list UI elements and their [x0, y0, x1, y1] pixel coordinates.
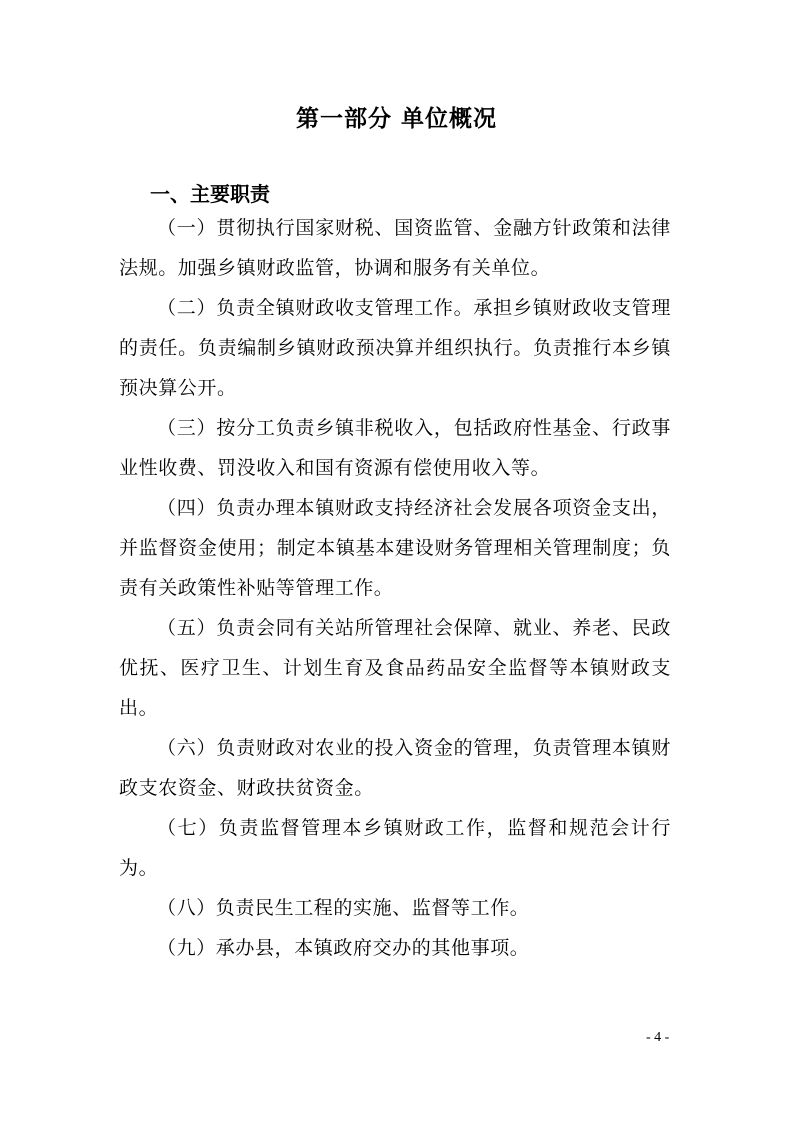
paragraph-8: （八）负责民生工程的实施、监督等工作。 [157, 897, 530, 919]
paragraph-6: （六）负责财政对农业的投入资金的管理，负责管理本镇财政支农资金、财政扶贫资金。 [119, 737, 671, 799]
body-text [119, 208, 671, 968]
paragraph-1: （一）贯彻执行国家财税、国资监管、金融方针政策和法律法规。加强乡镇财政监管，协调和服务有关单位。 [119, 217, 671, 279]
paragraph-3: （三）按分工负责乡镇非税收入，包括政府性基金、行政事业性收费、罚没收入和国有资源有偿使用收入等。 [119, 417, 671, 479]
paragraph-5: （五）负责会同有关站所管理社会保障、就业、养老、民政优抚、医疗卫生、计划生育及食品药品安全监督等本镇财政支出。 [119, 617, 671, 719]
paragraph-2: （二）负责全镇财政收支管理工作。承担乡镇财政收支管理的责任。负责编制乡镇财政预决算并组织执行。负责推行本乡镇预决算公开。 [119, 297, 671, 399]
section-heading: 一、主要职责 [150, 182, 270, 206]
page-title: 第一部分 单位概况 [295, 106, 497, 132]
paragraph-4: （四）负责办理本镇财政支持经济社会发展各项资金支出，并监督资金使用；制定本镇基本建设财务管理相关管理制度；负责有关政策性补贴等管理工作。 [119, 497, 671, 599]
paragraph-9: （九）承办县，本镇政府交办的其他事项。 [157, 937, 530, 959]
paragraph-7: （七）负责监督管理本乡镇财政工作，监督和规范会计行为。 [119, 817, 671, 879]
page-number: - 4 - [646, 1030, 670, 1045]
